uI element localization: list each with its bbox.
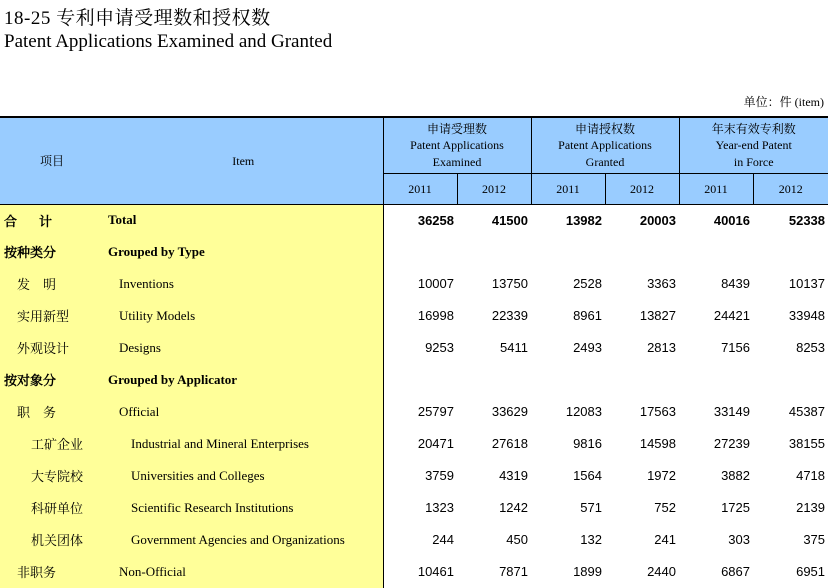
value-cell bbox=[531, 364, 605, 396]
row-label-cn: 大专院校 bbox=[0, 460, 104, 492]
header-group-in-force: 年末有效专利数 Year-end Patent in Force bbox=[679, 117, 828, 174]
table-row bbox=[0, 300, 828, 332]
table-row bbox=[0, 524, 828, 556]
value-cell: 4319 bbox=[499, 468, 528, 483]
page-title-en: Patent Applications Examined and Granted bbox=[4, 31, 333, 52]
row-label-cn: 非职务 bbox=[0, 556, 104, 588]
year-header: 2011 bbox=[383, 174, 457, 205]
row-label-cn: 工矿企业 bbox=[0, 428, 104, 460]
table-row bbox=[0, 428, 828, 460]
value-cell: 571 bbox=[580, 500, 602, 515]
row-label-cn: 合计 bbox=[0, 205, 104, 236]
value-cell: 2440 bbox=[647, 564, 676, 579]
value-cell: 303 bbox=[728, 532, 750, 547]
row-label-en: Government Agencies and Organizations bbox=[104, 524, 383, 556]
value-cell: 1899 bbox=[573, 564, 602, 579]
value-cell: 1972 bbox=[647, 468, 676, 483]
value-cell bbox=[679, 236, 753, 268]
value-cell: 2493 bbox=[573, 340, 602, 355]
table-row-total bbox=[0, 205, 828, 236]
value-cell: 4718 bbox=[796, 468, 826, 483]
value-cell: 33149 bbox=[713, 404, 750, 419]
row-label-en: Non-Official bbox=[104, 556, 383, 588]
header-group-granted: 申请授权数 Patent Applications Granted bbox=[531, 117, 679, 174]
value-cell: 7156 bbox=[721, 340, 750, 355]
value-cell: 244 bbox=[432, 532, 454, 547]
header-item-cn: 项目 bbox=[0, 117, 104, 205]
page-title-cn: 18-25 专利申请受理数和授权数 bbox=[4, 8, 271, 29]
value-cell bbox=[605, 236, 679, 268]
value-cell: 20003 bbox=[639, 212, 676, 228]
year-header: 2012 bbox=[753, 174, 828, 205]
value-cell bbox=[383, 236, 457, 268]
value-cell: 41500 bbox=[491, 212, 528, 228]
table-row bbox=[0, 332, 828, 364]
value-cell bbox=[679, 364, 753, 396]
value-cell: 6951 bbox=[796, 564, 826, 579]
value-cell: 10007 bbox=[417, 276, 454, 291]
year-header: 2011 bbox=[679, 174, 753, 205]
table-row-section bbox=[0, 236, 828, 268]
value-cell: 33948 bbox=[788, 308, 826, 323]
value-cell: 20471 bbox=[417, 436, 454, 451]
value-cell: 17563 bbox=[639, 404, 676, 419]
value-cell: 5411 bbox=[500, 340, 528, 355]
value-cell: 1564 bbox=[573, 468, 602, 483]
row-label-cn: 科研单位 bbox=[0, 492, 104, 524]
value-cell bbox=[753, 236, 828, 268]
value-cell bbox=[605, 364, 679, 396]
row-label-en: Industrial and Mineral Enterprises bbox=[104, 428, 383, 460]
header-group-examined: 申请受理数 Patent Applications Examined bbox=[383, 117, 531, 174]
value-cell: 45387 bbox=[788, 404, 826, 419]
value-cell: 14598 bbox=[639, 436, 676, 451]
value-cell: 2528 bbox=[573, 276, 602, 291]
value-cell: 27239 bbox=[713, 436, 750, 451]
year-header: 2012 bbox=[457, 174, 531, 205]
row-label-en: Grouped by Applicator bbox=[104, 364, 383, 396]
row-label-en: Designs bbox=[104, 332, 383, 364]
row-label-cn: 发 明 bbox=[0, 268, 104, 300]
row-label-cn: 机关团体 bbox=[0, 524, 104, 556]
value-cell: 8961 bbox=[573, 308, 602, 323]
row-label-cn: 按对象分 bbox=[0, 364, 104, 396]
value-cell: 450 bbox=[506, 532, 528, 547]
value-cell: 2139 bbox=[796, 500, 826, 515]
value-cell: 8253 bbox=[796, 340, 826, 355]
value-cell: 8439 bbox=[721, 276, 750, 291]
row-label-en: Inventions bbox=[104, 268, 383, 300]
row-label-en: Universities and Colleges bbox=[104, 460, 383, 492]
value-cell: 375 bbox=[803, 532, 826, 547]
value-cell bbox=[531, 236, 605, 268]
row-label-en: Total bbox=[104, 205, 383, 236]
value-cell: 12083 bbox=[565, 404, 602, 419]
row-label-en: Scientific Research Institutions bbox=[104, 492, 383, 524]
value-cell: 241 bbox=[654, 532, 676, 547]
value-cell: 3882 bbox=[721, 468, 750, 483]
value-cell: 9253 bbox=[425, 340, 454, 355]
value-cell: 1725 bbox=[721, 500, 750, 515]
value-cell bbox=[753, 364, 828, 396]
table-row bbox=[0, 396, 828, 428]
table-row-section bbox=[0, 364, 828, 396]
value-cell: 40016 bbox=[713, 212, 750, 228]
value-cell: 10461 bbox=[417, 564, 454, 579]
year-header: 2012 bbox=[605, 174, 679, 205]
value-cell: 27618 bbox=[491, 436, 528, 451]
header-item-en: Item bbox=[104, 117, 383, 205]
value-cell: 132 bbox=[580, 532, 602, 547]
value-cell: 3363 bbox=[647, 276, 676, 291]
value-cell: 1323 bbox=[425, 500, 454, 515]
row-label-cn: 职 务 bbox=[0, 396, 104, 428]
value-cell: 33629 bbox=[491, 404, 528, 419]
unit-label: 单位：件 (item) bbox=[743, 95, 824, 109]
table-row bbox=[0, 460, 828, 492]
value-cell: 52338 bbox=[788, 212, 826, 228]
row-label-en: Grouped by Type bbox=[104, 236, 383, 268]
row-label-cn: 按种类分 bbox=[0, 236, 104, 268]
value-cell: 22339 bbox=[491, 308, 528, 323]
value-cell: 24421 bbox=[713, 308, 750, 323]
row-label-en: Utility Models bbox=[104, 300, 383, 332]
value-cell: 7871 bbox=[499, 564, 528, 579]
value-cell: 1242 bbox=[499, 500, 528, 515]
row-label-cn: 实用新型 bbox=[0, 300, 104, 332]
value-cell: 10137 bbox=[788, 276, 826, 291]
value-cell: 6867 bbox=[721, 564, 750, 579]
value-cell: 13982 bbox=[565, 212, 602, 228]
table-row bbox=[0, 492, 828, 524]
value-cell bbox=[457, 236, 531, 268]
value-cell: 3759 bbox=[425, 468, 454, 483]
patent-table bbox=[0, 116, 828, 588]
row-label-en: Official bbox=[104, 396, 383, 428]
value-cell: 36258 bbox=[417, 212, 454, 228]
value-cell: 16998 bbox=[417, 308, 454, 323]
value-cell: 752 bbox=[654, 500, 676, 515]
value-cell bbox=[457, 364, 531, 396]
value-cell: 25797 bbox=[417, 404, 454, 419]
row-label-cn: 外观设计 bbox=[0, 332, 104, 364]
value-cell: 38155 bbox=[788, 436, 826, 451]
table-row bbox=[0, 556, 828, 588]
value-cell: 9816 bbox=[573, 436, 602, 451]
value-cell bbox=[383, 364, 457, 396]
table-row bbox=[0, 268, 828, 300]
value-cell: 13827 bbox=[639, 308, 676, 323]
year-header: 2011 bbox=[531, 174, 605, 205]
value-cell: 2813 bbox=[647, 340, 676, 355]
value-cell: 13750 bbox=[491, 276, 528, 291]
